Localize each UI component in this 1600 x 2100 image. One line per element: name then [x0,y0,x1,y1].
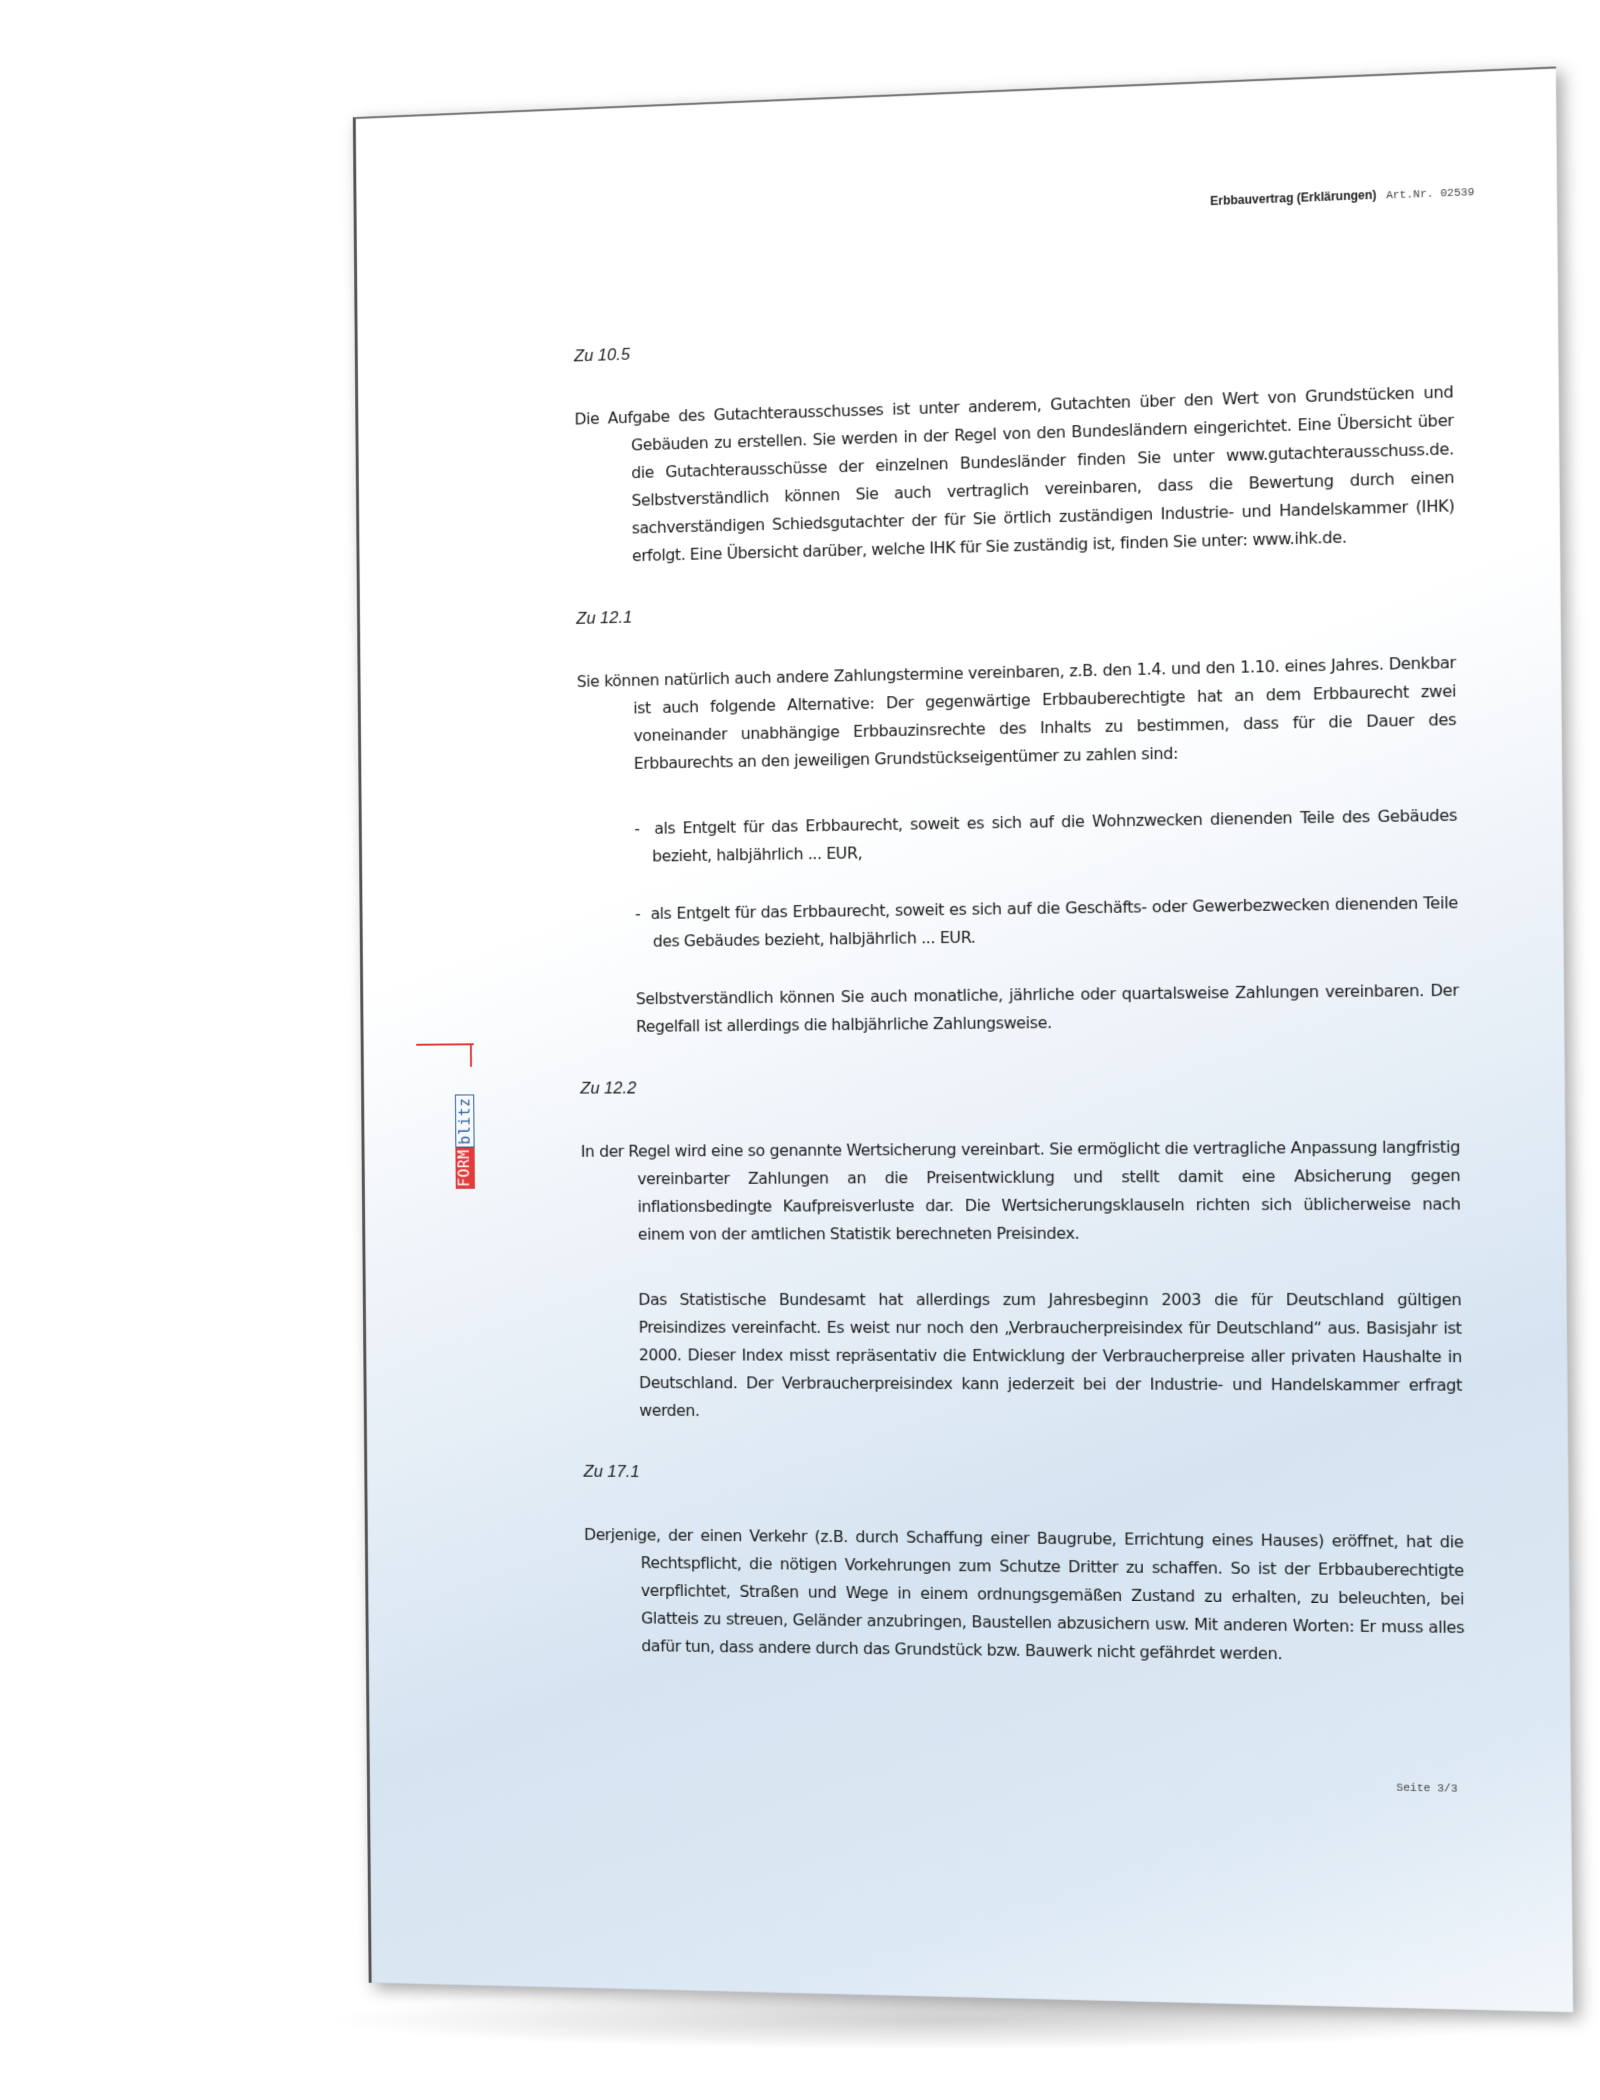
logo-part-blitz: blitz [455,1095,475,1148]
document-body [574,317,1465,1709]
section-heading: Zu 12.2 [580,1078,637,1098]
section-paragraph: Sie können natürlich auch andere Zahlungstermine vereinbaren, z.B. den 1.4. und den 1.10. eines Jahres. Denkbar ist auch folgende Alternative: Der gegenwärtige Erbbauberechtigte hat an dem Erbbaurecht zwei voneinander unabhängige Erbbauzinsrechte des Inhalts zu bestimmen, dass für die Dauer des Erbbaurechts an den jeweiligen Grundstückseigentümer zu zahlen sind: [576,652,1457,773]
logo-wordmark [455,1095,475,1189]
section-paragraph: In der Regel wird eine so genannte Wertsicherung vereinbart. Sie ermöglicht die vertragliche Anpassung langfristig vereinbarter Zahlungen an die Preisentwicklung und stellt damit eine Absicherung gegen inflationsbedingte Kaufpreisverluste dar. Die Wertsicherungsklauseln richten sich üblicherweise nach einem von der amtlichen Statistik berechneten Preisindex. [580,1137,1461,1244]
section-heading: Zu 17.1 [583,1461,640,1481]
bullet-item: - als Entgelt für das Erbbaurecht, soweit es sich auf die Wohnzwecken dienenden Teile des Gebäudes bezieht, halbjährlich ... EUR, [634,805,1458,866]
logo-rule-vertical [470,1043,472,1067]
page-header [1210,184,1474,209]
section-paragraph: Das Statistische Bundesamt hat allerdings zum Jahresbeginn 2003 die für Deutschland gültigen Preisindizes vereinfacht. Es weist nur noch den „Verbraucherpreisindex für Deutschland“ aus. Basisjahr ist 2000. Dieser Index misst repräsentativ die Entwicklung der Verbraucherpreise aller privaten Haushalte in Deutschland. Der Verbraucherpreisindex kann jederzeit bei der Industrie- und Handelskammer erfragt werden. [638,1289,1463,1420]
section-paragraph: Selbstverständlich können Sie auch monatliche, jährliche oder quartalsweise Zahlungen vereinbaren. Der Regelfall ist allerdings die halbjährliche Zahlungsweise. [635,980,1459,1036]
bullet-item: - als Entgelt für das Erbbaurecht, soweit es sich auf die Geschäfts- oder Gewerbezwecken dienenden Teile des Gebäudes bezieht, halbjährlich ... EUR. [635,892,1459,951]
section-heading: Zu 10.5 [573,344,631,366]
section-paragraph: Die Aufgabe des Gutachterausschusses ist unter anderem, Gutachten über den Wert von Grundstücken und Gebäuden zu erstellen. Sie werden in der Regel von den Bundesländern eingerichtet. Eine Übersicht über die Gutachterausschüsse der einzelnen Bundesländer finden Sie unter www.gutachterausschuss.de. Selbstverständlich können Sie auch vertraglich vereinbaren, dass die Bewertung durch einen sachverständigen Schiedsgutachter der für Sie örtlich zuständigen Industrie- und Handelskammer (IHK) erfolgt. Eine Übersicht darüber, welche IHK für Sie zuständig ist, finden Sie unter: www.ihk.de. [574,382,1455,566]
article-number: Art.Nr. 02539 [1386,186,1475,203]
bullet-text: als Entgelt für das Erbbaurecht, soweit es sich auf die Geschäfts- oder Gewerbezwecken dienenden Teile des Gebäudes bezieht, halbjährlich ... EUR. [650,892,1459,951]
document-title: Erbbauvertrag (Erklärungen) [1210,187,1377,209]
section-heading: Zu 12.1 [576,607,633,628]
document-page [353,66,1573,2012]
page-number: Seite 3/3 [1396,1782,1458,1796]
logo-rule [416,1043,474,1045]
bullet-text: als Entgelt für das Erbbaurecht, soweit es sich auf die Wohnzwecken dienenden Teile des Gebäudes bezieht, halbjährlich ... EUR, [652,805,1458,866]
section-paragraph: Derjenige, der einen Verkehr (z.B. durch Schaffung einer Baugrube, Errichtung eines Hauses) eröffnet, hat die Rechtspflicht, die nötigen Vorkehrungen zum Schutze Dritter zu schaffen. So ist der Erbbauberechtigte verpflichtet, Straßen und Wege in einem ordnungsgemäßen Zustand zu erhalten, zu beleuchten, bei Glatteis zu streuen, Geländer anzubringen, Baustellen abzusichern usw. Mit anderen Worten: Er muss alles dafür tun, dass andere durch das Grundstück bzw. Bauwerk nicht gefährdet werden. [584,1525,1465,1664]
logo-part-form: FORM [455,1149,474,1187]
formblitz-logo [416,1043,484,1187]
